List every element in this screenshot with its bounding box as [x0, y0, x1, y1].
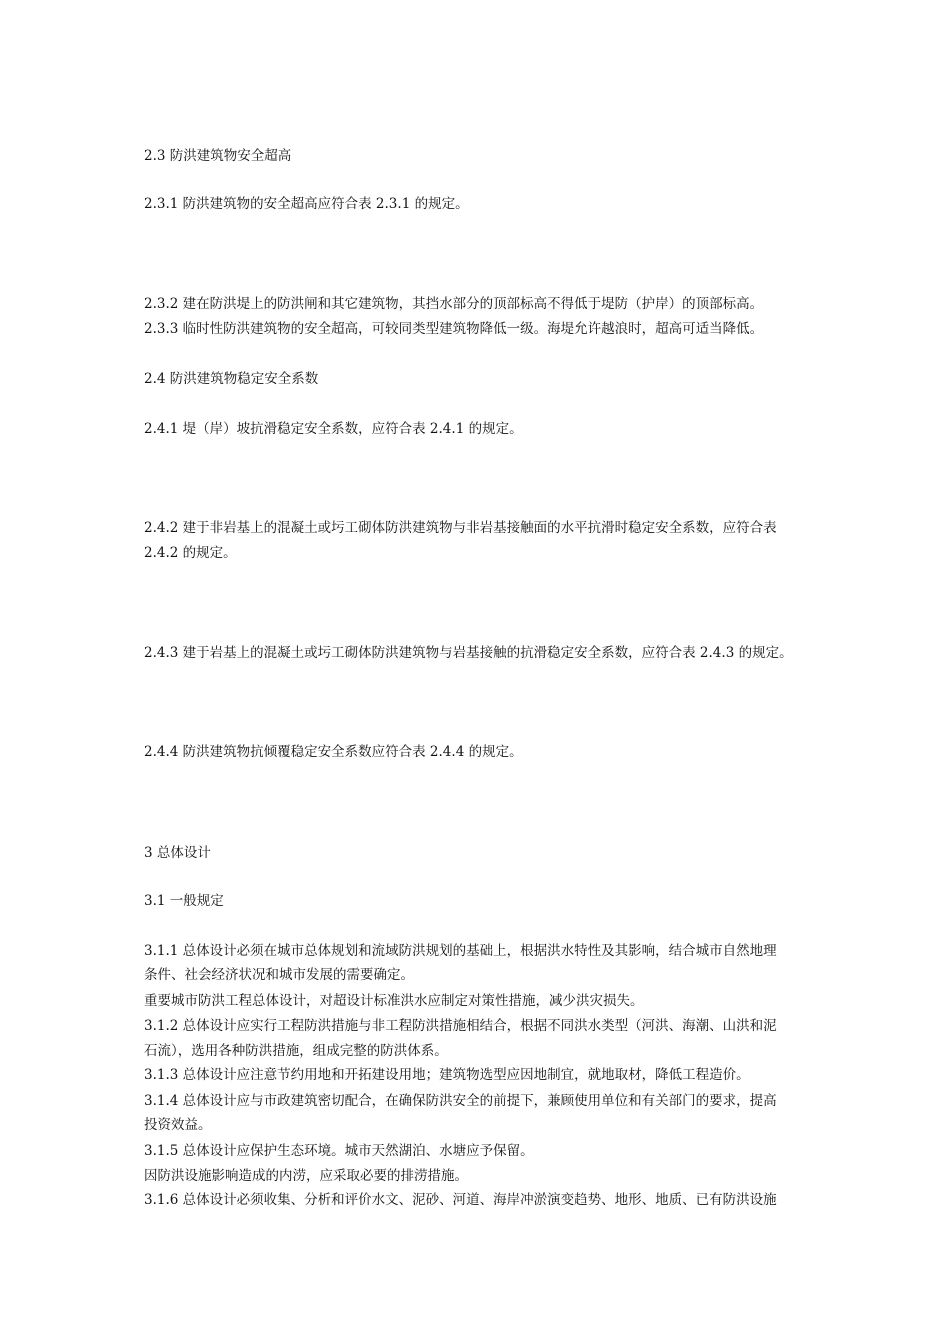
section-heading-2-3: 2.3 防洪建筑物安全超高 [144, 148, 292, 164]
clause-3-1-1-paragraph-2: 重要城市防洪工程总体设计，对超设计标准洪水应制定对策性措施，减少洪灾损失。 [144, 993, 644, 1009]
chapter-heading-3: 3 总体设计 [144, 845, 211, 861]
clause-3-1-1: 3.1.1 总体设计必须在城市总体规划和流域防洪规划的基础上，根据洪水特性及其影响，结合城市自然地理 [144, 943, 777, 959]
clause-3-1-3: 3.1.3 总体设计应注意节约用地和开拓建设用地；建筑物选型应因地制宜，就地取材，降低工程造价。 [144, 1067, 750, 1083]
clause-2-4-4: 2.4.4 防洪建筑物抗倾覆稳定安全系数应符合表 2.4.4 的规定。 [144, 744, 523, 760]
clause-3-1-2: 3.1.2 总体设计应实行工程防洪措施与非工程防洪措施相结合，根据不同洪水类型（河洪、海潮、山洪和泥 [144, 1018, 777, 1034]
clause-3-1-5-paragraph-2: 因防洪设施影响造成的内涝，应采取必要的排涝措施。 [144, 1168, 468, 1184]
clause-3-1-4-continued: 投资效益。 [144, 1117, 212, 1133]
section-heading-2-4: 2.4 防洪建筑物稳定安全系数 [144, 371, 319, 387]
clause-2-3-1: 2.3.1 防洪建筑物的安全超高应符合表 2.3.1 的规定。 [144, 196, 469, 212]
clause-3-1-5: 3.1.5 总体设计应保护生态环境。城市天然湖泊、水塘应予保留。 [144, 1143, 534, 1159]
clause-2-4-2-continued: 2.4.2 的规定。 [144, 545, 237, 561]
clause-3-1-6: 3.1.6 总体设计必须收集、分析和评价水文、泥砂、河道、海岸冲淤演变趋势、地形、地质、已有防洪设施 [144, 1192, 777, 1208]
clause-3-1-2-continued: 石流），选用各种防洪措施，组成完整的防洪体系。 [144, 1043, 448, 1059]
clause-3-1-4: 3.1.4 总体设计应与市政建筑密切配合，在确保防洪安全的前提下，兼顾使用单位和有关部门的要求，提高 [144, 1093, 777, 1109]
clause-3-1-1-continued: 条件、社会经济状况和城市发展的需要确定。 [144, 967, 414, 983]
clause-2-4-3: 2.4.3 建于岩基上的混凝土或圬工砌体防洪建筑物与岩基接触的抗滑稳定安全系数，应符合表 2.4.3 的规定。 [144, 645, 793, 661]
clause-2-3-3: 2.3.3 临时性防洪建筑物的安全超高，可较同类型建筑物降低一级。海堤允许越浪时，超高可适当降低。 [144, 321, 764, 337]
clause-2-3-2: 2.3.2 建在防洪堤上的防洪闸和其它建筑物，其挡水部分的顶部标高不得低于堤防（护岸）的顶部标高。 [144, 296, 764, 312]
section-heading-3-1: 3.1 一般规定 [144, 893, 224, 909]
clause-2-4-2: 2.4.2 建于非岩基上的混凝土或圬工砌体防洪建筑物与非岩基接触面的水平抗滑时稳定安全系数，应符合表 [144, 520, 777, 536]
clause-2-4-1: 2.4.1 堤（岸）坡抗滑稳定安全系数，应符合表 2.4.1 的规定。 [144, 421, 523, 437]
